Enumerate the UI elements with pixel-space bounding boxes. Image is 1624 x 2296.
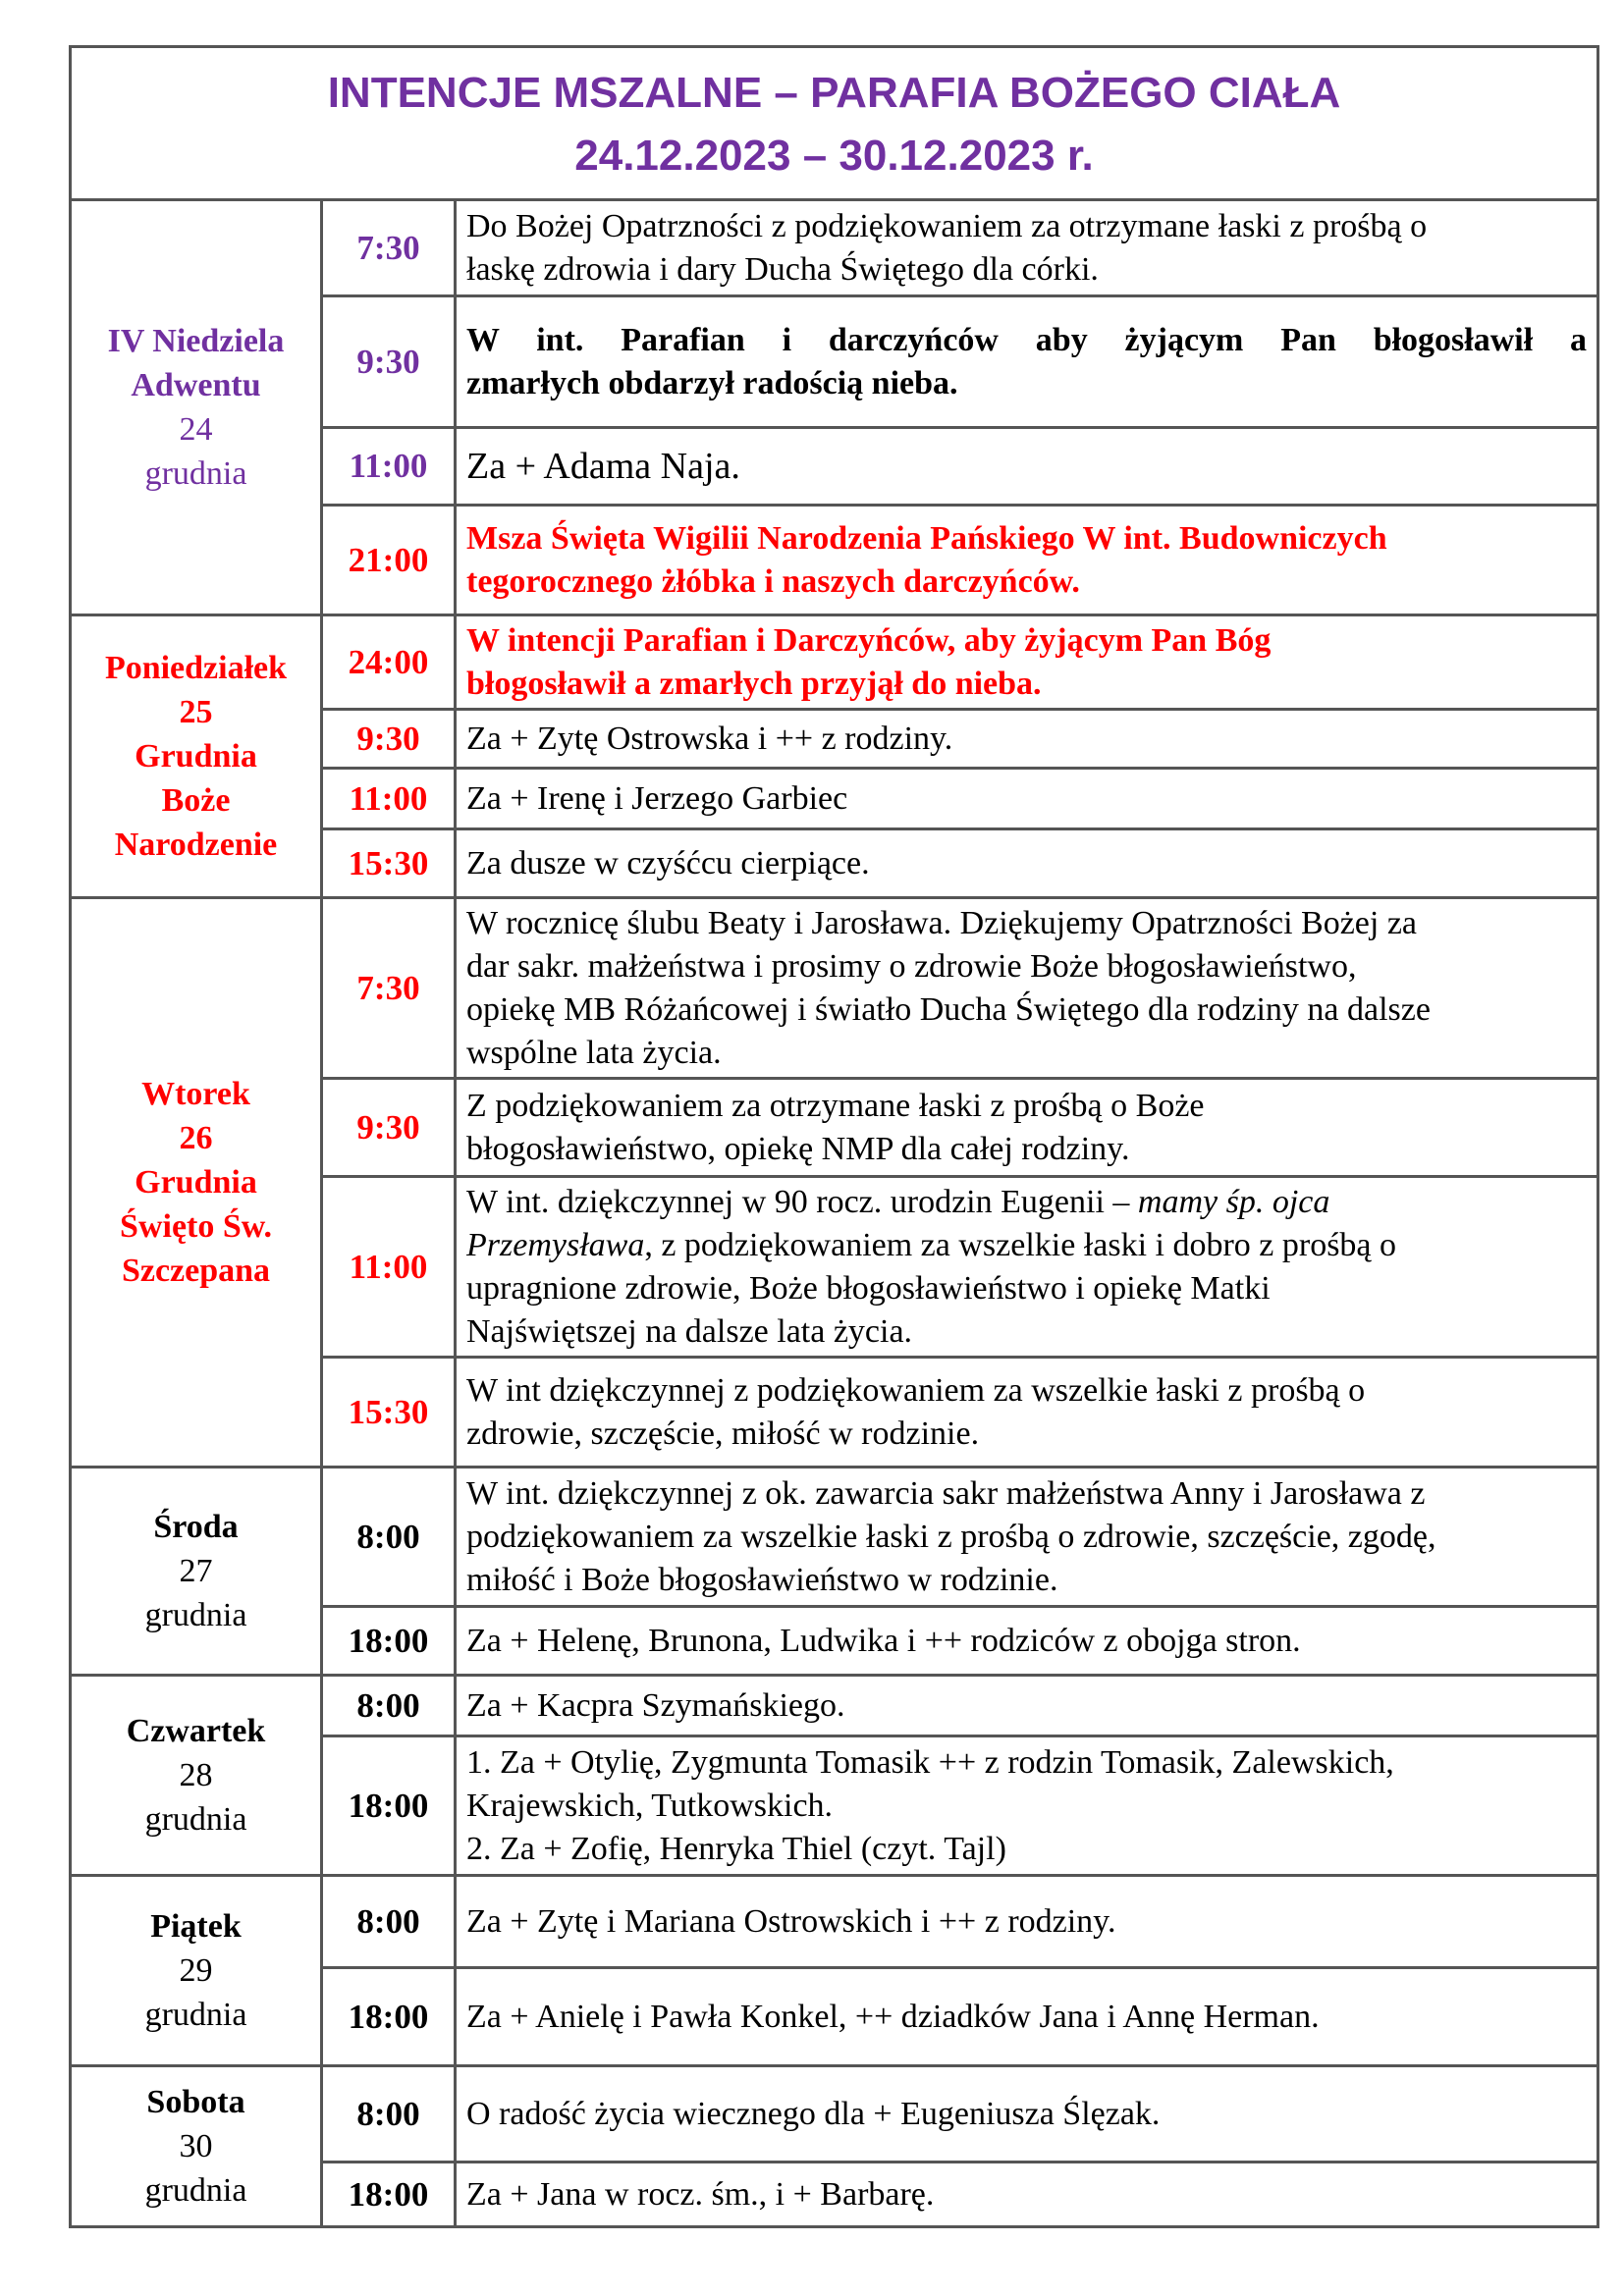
day-date: 29 xyxy=(179,1952,213,1989)
mass-time: 9:30 xyxy=(322,1079,456,1177)
mass-time: 8:00 xyxy=(322,1468,456,1607)
intention-line: Z podziękowaniem za otrzymane łaski z prośbą o Boże xyxy=(466,1087,1205,1124)
mass-time: 8:00 xyxy=(322,1676,456,1736)
intention-line: Za + Helenę, Brunona, Ludwika i ++ rodziców z obojga stron. xyxy=(466,1622,1301,1659)
day-cell-friday-29 xyxy=(71,1876,322,2066)
day-cell-tuesday-26 xyxy=(71,898,322,1468)
mass-row xyxy=(71,200,1598,296)
mass-intention xyxy=(456,1468,1598,1607)
intention-italic: mamy śp. ojca xyxy=(1137,1183,1330,1220)
intention-line: Za + Adama Naja. xyxy=(466,446,740,487)
mass-intention xyxy=(456,506,1598,615)
intention-line: błogosławieństwo, opiekę NMP dla całej rodziny. xyxy=(466,1130,1130,1167)
intention-line: błogosławił a zmarłych przyjął do nieba. xyxy=(466,665,1042,702)
day-name: Sobota xyxy=(146,2084,245,2120)
intention-line: opiekę MB Różańcowej i światło Ducha Świętego dla rodziny na dalsze xyxy=(466,990,1431,1028)
day-name: Grudnia xyxy=(135,1164,257,1201)
mass-intention xyxy=(456,2163,1598,2227)
day-name: Grudnia xyxy=(135,738,257,774)
intention-line xyxy=(466,1224,1587,1267)
mass-time: 18:00 xyxy=(322,1968,456,2066)
mass-time: 7:30 xyxy=(322,898,456,1079)
day-name: IV Niedziela xyxy=(107,323,285,359)
intention-line: W int. dziękczynnej z ok. zawarcia sakr małżeństwa Anny i Jarosława z xyxy=(466,1474,1426,1512)
title-line-1: INTENCJE MSZALNE – PARAFIA BOŻEGO CIAŁA xyxy=(327,68,1341,117)
day-name: Boże xyxy=(161,782,231,819)
intention-line: Za + Kacpra Szymańskiego. xyxy=(466,1686,845,1724)
mass-intention xyxy=(456,1358,1598,1468)
intentions-table xyxy=(69,45,1599,2228)
mass-time: 11:00 xyxy=(322,769,456,829)
mass-time: 8:00 xyxy=(322,1876,456,1968)
day-name: Czwartek xyxy=(126,1713,266,1749)
intentions-sheet xyxy=(69,45,1597,2228)
page-title xyxy=(71,47,1598,200)
intention-line: Za + Zytę Ostrowska i ++ z rodziny. xyxy=(466,720,953,757)
intention-line: 1. Za + Otylię, Zygmunta Tomasik ++ z rodzin Tomasik, Zalewskich, xyxy=(466,1743,1394,1781)
mass-intention xyxy=(456,710,1598,769)
day-name: Środa xyxy=(153,1509,239,1545)
intention-line: podziękowaniem za wszelkie łaski z prośbą o zdrowie, szczęście, zgodę, xyxy=(466,1518,1436,1555)
day-date: grudnia xyxy=(144,1597,247,1633)
day-cell-thursday-28 xyxy=(71,1676,322,1876)
mass-row xyxy=(71,615,1598,710)
mass-time: 11:00 xyxy=(322,428,456,506)
intention-line: 2. Za + Zofię, Henryka Thiel (czyt. Tajl) xyxy=(466,1830,1006,1867)
day-date: 27 xyxy=(179,1553,213,1589)
title-row xyxy=(71,47,1598,200)
mass-row xyxy=(71,1468,1598,1607)
intention-line: Do Bożej Opatrzności z podziękowaniem za otrzymane łaski z prośbą o xyxy=(466,207,1428,244)
day-name: Narodzenie xyxy=(114,827,278,863)
intention-line: zmarłych obdarzył radością nieba. xyxy=(466,364,958,401)
intention-line: Za dusze w czyśćcu cierpiące. xyxy=(466,844,870,881)
mass-intention xyxy=(456,1607,1598,1676)
day-name: 26 xyxy=(179,1120,213,1156)
mass-row xyxy=(71,898,1598,1079)
day-name: Adwentu xyxy=(131,367,261,403)
intention-line: Za + Anielę i Pawła Konkel, ++ dziadków Jana i Annę Herman. xyxy=(466,1998,1320,2035)
day-date: grudnia xyxy=(144,1801,247,1838)
mass-intention xyxy=(456,1079,1598,1177)
day-name: Piątek xyxy=(150,1908,242,1945)
intention-line: Msza Święta Wigilii Narodzenia Pańskiego W int. Budowniczych xyxy=(466,519,1387,557)
day-date: grudnia xyxy=(144,2172,247,2209)
intention-line: tegorocznego żłóbka i naszych darczyńców. xyxy=(466,562,1080,600)
mass-time: 15:30 xyxy=(322,1358,456,1468)
intention-line: Krajewskich, Tutkowskich. xyxy=(466,1787,834,1824)
mass-time: 18:00 xyxy=(322,1607,456,1676)
intention-line: W rocznicę ślubu Beaty i Jarosława. Dziękujemy Opatrzności Bożej za xyxy=(466,904,1418,941)
intention-line: Najświętszej na dalsze lata życia. xyxy=(466,1312,913,1350)
mass-intention xyxy=(456,2066,1598,2163)
day-name: Szczepana xyxy=(121,1253,271,1289)
mass-intention xyxy=(456,615,1598,710)
intention-line: Za + Jana w rocz. śm., i + Barbarę. xyxy=(466,2175,935,2213)
day-name: Święto Św. xyxy=(120,1208,272,1245)
intention-line: W int dziękczynnej z podziękowaniem za wszelkie łaski z prośbą o xyxy=(466,1371,1366,1409)
day-name: Poniedziałek xyxy=(104,650,288,686)
mass-time: 7:30 xyxy=(322,200,456,296)
day-date: grudnia xyxy=(144,1997,247,2033)
mass-time: 8:00 xyxy=(322,2066,456,2163)
intention-italic: Przemysława xyxy=(466,1226,645,1263)
title-line-2: 24.12.2023 – 30.12.2023 r. xyxy=(574,131,1094,180)
intention-line: dar sakr. małżeństwa i prosimy o zdrowie Boże błogosławieństwo, xyxy=(466,947,1357,985)
intention-line: miłość i Boże błogosławieństwo w rodzinie. xyxy=(466,1561,1058,1598)
day-date: 24 xyxy=(179,411,213,448)
intention-text: W int. dziękczynnej w 90 rocz. urodzin Eugenii – xyxy=(466,1183,1138,1220)
mass-time: 18:00 xyxy=(322,2163,456,2227)
mass-time: 18:00 xyxy=(322,1736,456,1876)
mass-row xyxy=(71,1876,1598,1968)
mass-intention xyxy=(456,1736,1598,1876)
mass-intention xyxy=(456,296,1598,428)
intention-line: zdrowie, szczęście, miłość w rodzinie. xyxy=(466,1415,980,1452)
mass-time: 9:30 xyxy=(322,710,456,769)
day-date: 28 xyxy=(179,1757,213,1793)
intention-line: wspólne lata życia. xyxy=(466,1034,722,1071)
mass-time: 9:30 xyxy=(322,296,456,428)
mass-intention xyxy=(456,829,1598,898)
day-cell-saturday-30 xyxy=(71,2066,322,2227)
day-name: Wtorek xyxy=(141,1076,250,1112)
day-cell-monday-25 xyxy=(71,615,322,898)
mass-intention xyxy=(456,1177,1598,1358)
mass-intention xyxy=(456,1968,1598,2066)
day-date: grudnia xyxy=(144,455,247,492)
mass-intention xyxy=(456,200,1598,296)
intention-line: W intencji Parafian i Darczyńców, aby żyjącym Pan Bóg xyxy=(466,621,1272,659)
day-cell-wednesday-27 xyxy=(71,1468,322,1676)
intention-line: W int. Parafian i darczyńców aby żyjącym Pan błogosławił a xyxy=(466,321,1588,358)
intention-line: Za + Irenę i Jerzego Garbiec xyxy=(466,779,848,817)
intention-text: , z podziękowaniem za wszelkie łaski i dobro z prośbą o xyxy=(644,1226,1397,1263)
mass-intention xyxy=(456,428,1598,506)
mass-intention xyxy=(456,898,1598,1079)
intention-line xyxy=(466,1181,1587,1224)
mass-time: 11:00 xyxy=(322,1177,456,1358)
intention-line: O radość życia wiecznego dla + Eugeniusza Ślęzak. xyxy=(466,2095,1161,2132)
mass-row xyxy=(71,1676,1598,1736)
day-cell-sunday-24 xyxy=(71,200,322,615)
mass-intention xyxy=(456,1676,1598,1736)
mass-intention xyxy=(456,769,1598,829)
intention-line: łaskę zdrowia i dary Ducha Świętego dla córki. xyxy=(466,250,1099,288)
mass-time: 15:30 xyxy=(322,829,456,898)
intention-line: upragnione zdrowie, Boże błogosławieństwo i opiekę Matki xyxy=(466,1269,1271,1307)
day-name: 25 xyxy=(179,694,213,730)
mass-time: 24:00 xyxy=(322,615,456,710)
mass-intention xyxy=(456,1876,1598,1968)
intention-line: Za + Zytę i Mariana Ostrowskich i ++ z rodziny. xyxy=(466,1902,1116,1940)
mass-row xyxy=(71,2066,1598,2163)
mass-time: 21:00 xyxy=(322,506,456,615)
day-date: 30 xyxy=(179,2128,213,2164)
